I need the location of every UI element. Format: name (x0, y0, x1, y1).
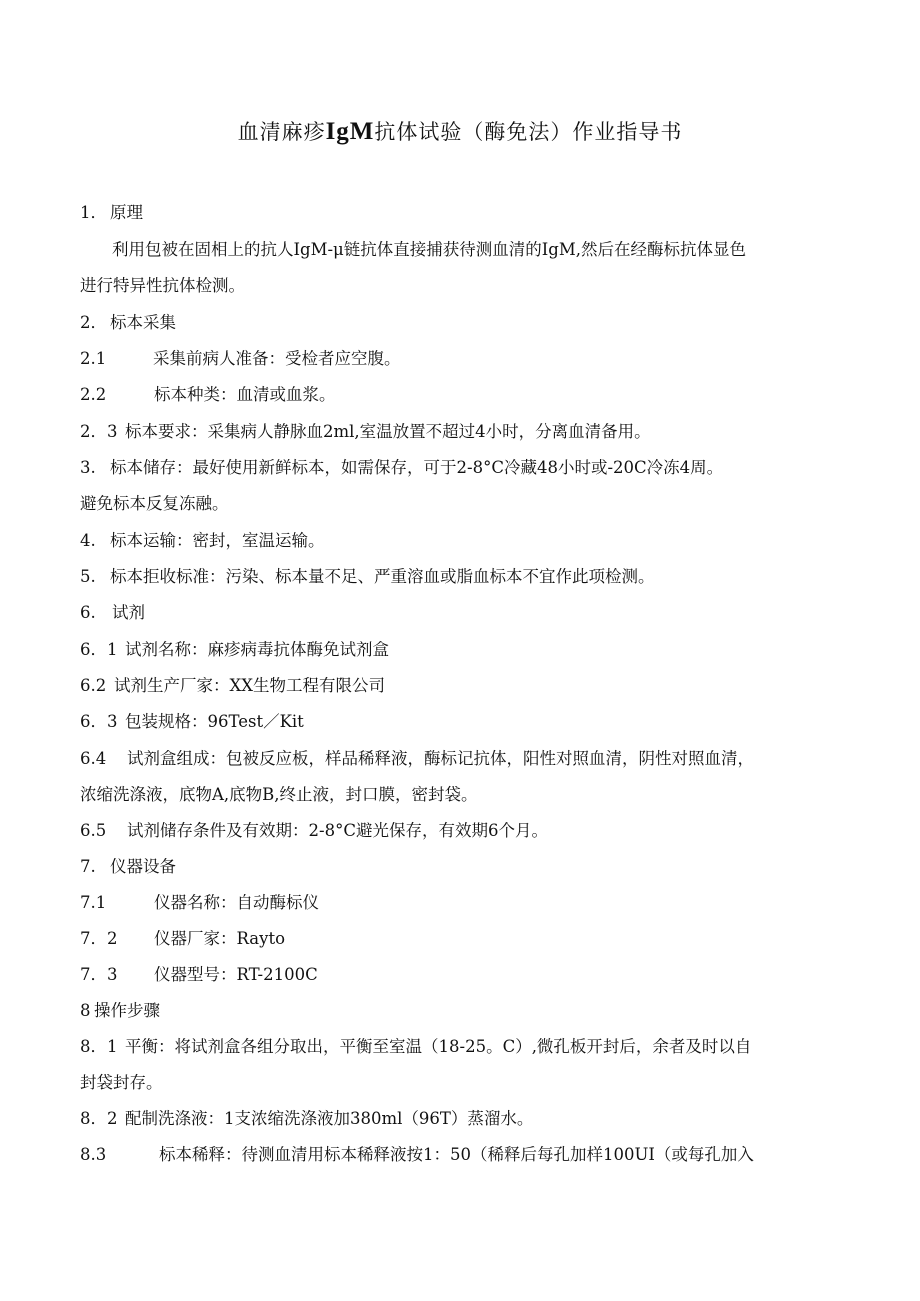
item-6-1: 6．1 试剂名称：麻疹病毒抗体酶免试剂盒 (80, 640, 389, 659)
item-7-2: 7．2 仪器厂家：Rayto (80, 929, 286, 948)
item-3-continued: 避免标本反复冻融。 (80, 494, 229, 513)
item-8-3: 8.3 标本稀释：待测血清用标本稀释液按1：50（稀释后每孔加样100UI（或每孔加入 (80, 1145, 754, 1164)
item-5: 5. 标本拒收标准：污染、标本量不足、严重溶血或脂血标本不宜作此项检测。 (80, 567, 655, 586)
item-7-3: 7．3 仪器型号：RT-2100C (80, 965, 318, 984)
item-8-2: 8．2 配制洗涤液：1支浓缩洗涤液加380ml（96T）蒸溜水。 (80, 1109, 534, 1128)
item-7-1: 7.1 仪器名称：自动酶标仪 (80, 893, 319, 912)
item-8-1-continued: 封袋封存。 (80, 1073, 163, 1092)
section-6-heading: 6. 试剂 (80, 603, 145, 622)
paragraph-principle-1: 利用包被在固相上的抗人IgM-μ链抗体直接捕获待测血清的IgM,然后在经酶标抗体显色 (112, 240, 746, 259)
title-igm: IgM (325, 118, 375, 145)
item-3: 3. 标本储存：最好使用新鲜标本，如需保存，可于2-8°C冷藏48小时或-20C冷冻4周。 (80, 458, 724, 477)
item-4: 4. 标本运输：密封，室温运输。 (80, 531, 325, 550)
section-1-heading: 1． 原理 (80, 203, 143, 222)
item-2-3: 2．3 标本要求：采集病人静脉血2ml,室温放置不超过4小时，分离血清备用。 (80, 422, 651, 441)
title-prefix: 血清麻疹 (237, 120, 326, 144)
item-8-1: 8．1 平衡：将试剂盒各组分取出，平衡至室温（18-25。C）,微孔板开封后，余者及时以自 (80, 1037, 752, 1056)
item-6-3: 6．3 包装规格：96Test／Kit (80, 712, 304, 731)
section-7-heading: 7. 仪器设备 (80, 857, 176, 876)
item-6-4-continued: 浓缩洗涤液，底物A,底物B,终止液，封口膜，密封袋。 (80, 785, 478, 804)
item-6-2: 6.2 试剂生产厂家：XX生物工程有限公司 (80, 676, 385, 695)
paragraph-principle-2: 进行特异性抗体检测。 (80, 276, 245, 295)
item-2-2: 2.2 标本种类：血清或血浆。 (80, 385, 336, 404)
item-6-5: 6.5 试剂储存条件及有效期：2-8°C避光保存，有效期6个月。 (80, 821, 548, 840)
title-suffix: 抗体试验（酶免法）作业指导书 (374, 120, 683, 144)
section-2-heading: 2． 标本采集 (80, 313, 176, 332)
document-title (0, 116, 920, 146)
section-8-heading: 8 操作步骤 (80, 1001, 160, 1020)
item-6-4: 6.4 试剂盒组成：包被反应板，样品稀释液，酶标记抗体，阳性对照血清，阴性对照血清， (80, 749, 754, 768)
item-2-1: 2.1 采集前病人准备：受检者应空腹。 (80, 349, 401, 368)
